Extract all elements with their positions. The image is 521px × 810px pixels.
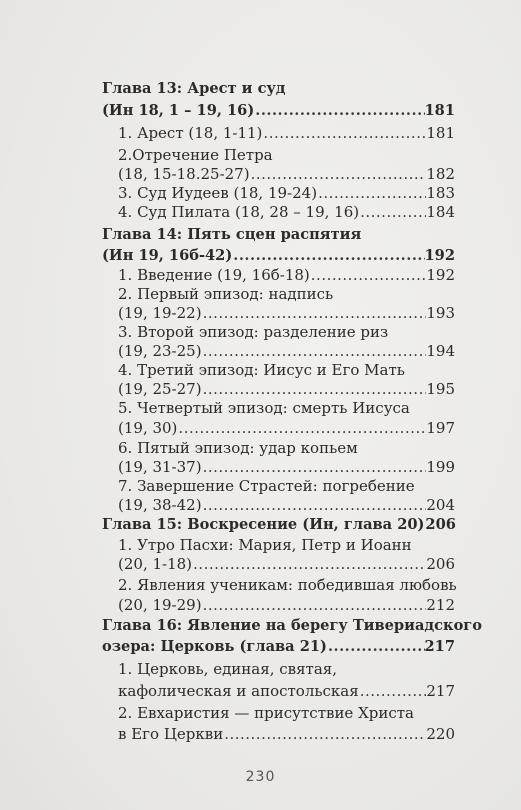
toc-page-number: 181 bbox=[426, 124, 455, 142]
dot-leader bbox=[178, 417, 426, 439]
toc-text: 2. Явления ученикам: победившая любовь bbox=[118, 576, 457, 594]
toc-text: 7. Завершение Страстей: погребение bbox=[118, 477, 415, 495]
toc-page-number: 183 bbox=[426, 184, 455, 202]
toc-text: 2.Отречение Петра bbox=[118, 146, 273, 164]
dot-leader bbox=[203, 594, 427, 616]
toc-text: (19, 25-27) bbox=[118, 380, 202, 398]
toc-text: (Ин 19, 16б-42) bbox=[102, 247, 233, 264]
toc-text: 4. Суд Пилата (18, 28 – 19, 16) bbox=[118, 203, 360, 221]
toc-chapter-line bbox=[102, 78, 455, 100]
toc-text: (19, 23-25) bbox=[118, 342, 202, 360]
toc-page-number: 194 bbox=[426, 342, 455, 360]
toc-page-number: 195 bbox=[426, 380, 455, 398]
toc-text: 2. Евхаристия — присутствие Христа bbox=[118, 704, 415, 722]
toc-text: (19, 30) bbox=[118, 419, 178, 437]
toc-text: Глава 15: Воскресение (Ин, глава 20) bbox=[102, 516, 425, 533]
toc-text: Глава 13: Арест и суд bbox=[102, 80, 286, 97]
toc-page-number: 199 bbox=[426, 458, 455, 476]
toc-page-number: 217 bbox=[426, 682, 455, 700]
toc-text: (19, 19-22) bbox=[118, 304, 202, 322]
toc-chapter-line bbox=[102, 100, 455, 122]
toc-entry-line bbox=[118, 494, 455, 516]
toc-entry-line bbox=[118, 658, 455, 680]
toc-page-number: 182 bbox=[426, 165, 455, 183]
toc-text: 3. Второй эпизод: разделение риз bbox=[118, 323, 389, 341]
toc-text: 1. Арест (18, 1-11) bbox=[118, 124, 263, 142]
toc-page-number: 192 bbox=[426, 266, 455, 284]
dot-leader bbox=[255, 100, 424, 122]
toc-entry-line bbox=[118, 702, 455, 724]
toc-page-number: 184 bbox=[426, 203, 455, 221]
toc-text: 4. Третий эпизод: Иисус и Его Мать bbox=[118, 361, 405, 379]
toc-text: 6. Пятый эпизод: удар копьем bbox=[118, 439, 358, 457]
page-number: 230 bbox=[245, 769, 276, 785]
toc-text: в Его Церкви bbox=[118, 725, 224, 743]
toc-entry-line bbox=[118, 417, 455, 439]
toc-page-number: 181 bbox=[424, 102, 455, 119]
toc-text: Глава 16: Явление на берегу Тивериадского bbox=[102, 617, 482, 634]
dot-leader bbox=[360, 680, 427, 702]
toc-entry-line bbox=[118, 397, 455, 419]
toc-text: (20, 19-29) bbox=[118, 596, 202, 614]
toc-entry-line bbox=[118, 553, 455, 575]
toc-page-number: 204 bbox=[426, 496, 455, 514]
toc-page-number: 197 bbox=[426, 419, 455, 437]
toc-chapter-line bbox=[102, 615, 482, 637]
toc-page-number: 193 bbox=[426, 304, 455, 322]
dot-leader bbox=[360, 201, 426, 223]
toc-chapter-line bbox=[102, 514, 455, 536]
toc-text: 1. Утро Пасхи: Мария, Петр и Иоанн bbox=[118, 536, 412, 554]
toc-text: (18, 15-18.25-27) bbox=[118, 165, 250, 183]
toc-text: Глава 14: Пять сцен распятия bbox=[102, 226, 362, 243]
toc-page-number: 206 bbox=[426, 555, 455, 573]
dot-leader bbox=[328, 636, 425, 658]
dot-leader bbox=[224, 723, 426, 745]
toc-page-number: 220 bbox=[426, 725, 455, 743]
toc-text: 3. Суд Иудеев (18, 19-24) bbox=[118, 184, 318, 202]
toc-text: 5. Четвертый эпизод: смерть Иисуса bbox=[118, 399, 410, 417]
toc-page-number: 206 bbox=[425, 516, 456, 533]
dot-leader bbox=[203, 494, 427, 516]
toc-page-number: 212 bbox=[426, 596, 455, 614]
toc-text: 1. Введение (19, 16б-18) bbox=[118, 266, 310, 284]
toc-text: озера: Церковь (глава 21) bbox=[102, 638, 327, 655]
toc-text: (19, 31-37) bbox=[118, 458, 202, 476]
toc-text: кафолическая и апостольская bbox=[118, 682, 359, 700]
toc-page-number: 217 bbox=[424, 638, 455, 655]
toc-entry-line bbox=[118, 122, 455, 144]
toc-text: 1. Церковь, единая, святая, bbox=[118, 660, 338, 678]
toc-chapter-line bbox=[102, 224, 455, 246]
toc-entry-line bbox=[118, 574, 455, 596]
toc-text: 2. Первый эпизод: надпись bbox=[118, 285, 334, 303]
toc-page-number: 192 bbox=[424, 247, 455, 264]
toc-chapter-line bbox=[102, 636, 455, 658]
dot-leader bbox=[193, 553, 426, 575]
toc-entry-line bbox=[118, 594, 455, 616]
toc-entry-line bbox=[118, 723, 455, 745]
toc-text: (20, 1-18) bbox=[118, 555, 193, 573]
toc-entry-line bbox=[118, 201, 455, 223]
dot-leader bbox=[263, 122, 426, 144]
toc-entry-line bbox=[118, 680, 455, 702]
toc-text: (Ин 18, 1 – 19, 16) bbox=[102, 102, 255, 119]
toc-text: (19, 38-42) bbox=[118, 496, 202, 514]
